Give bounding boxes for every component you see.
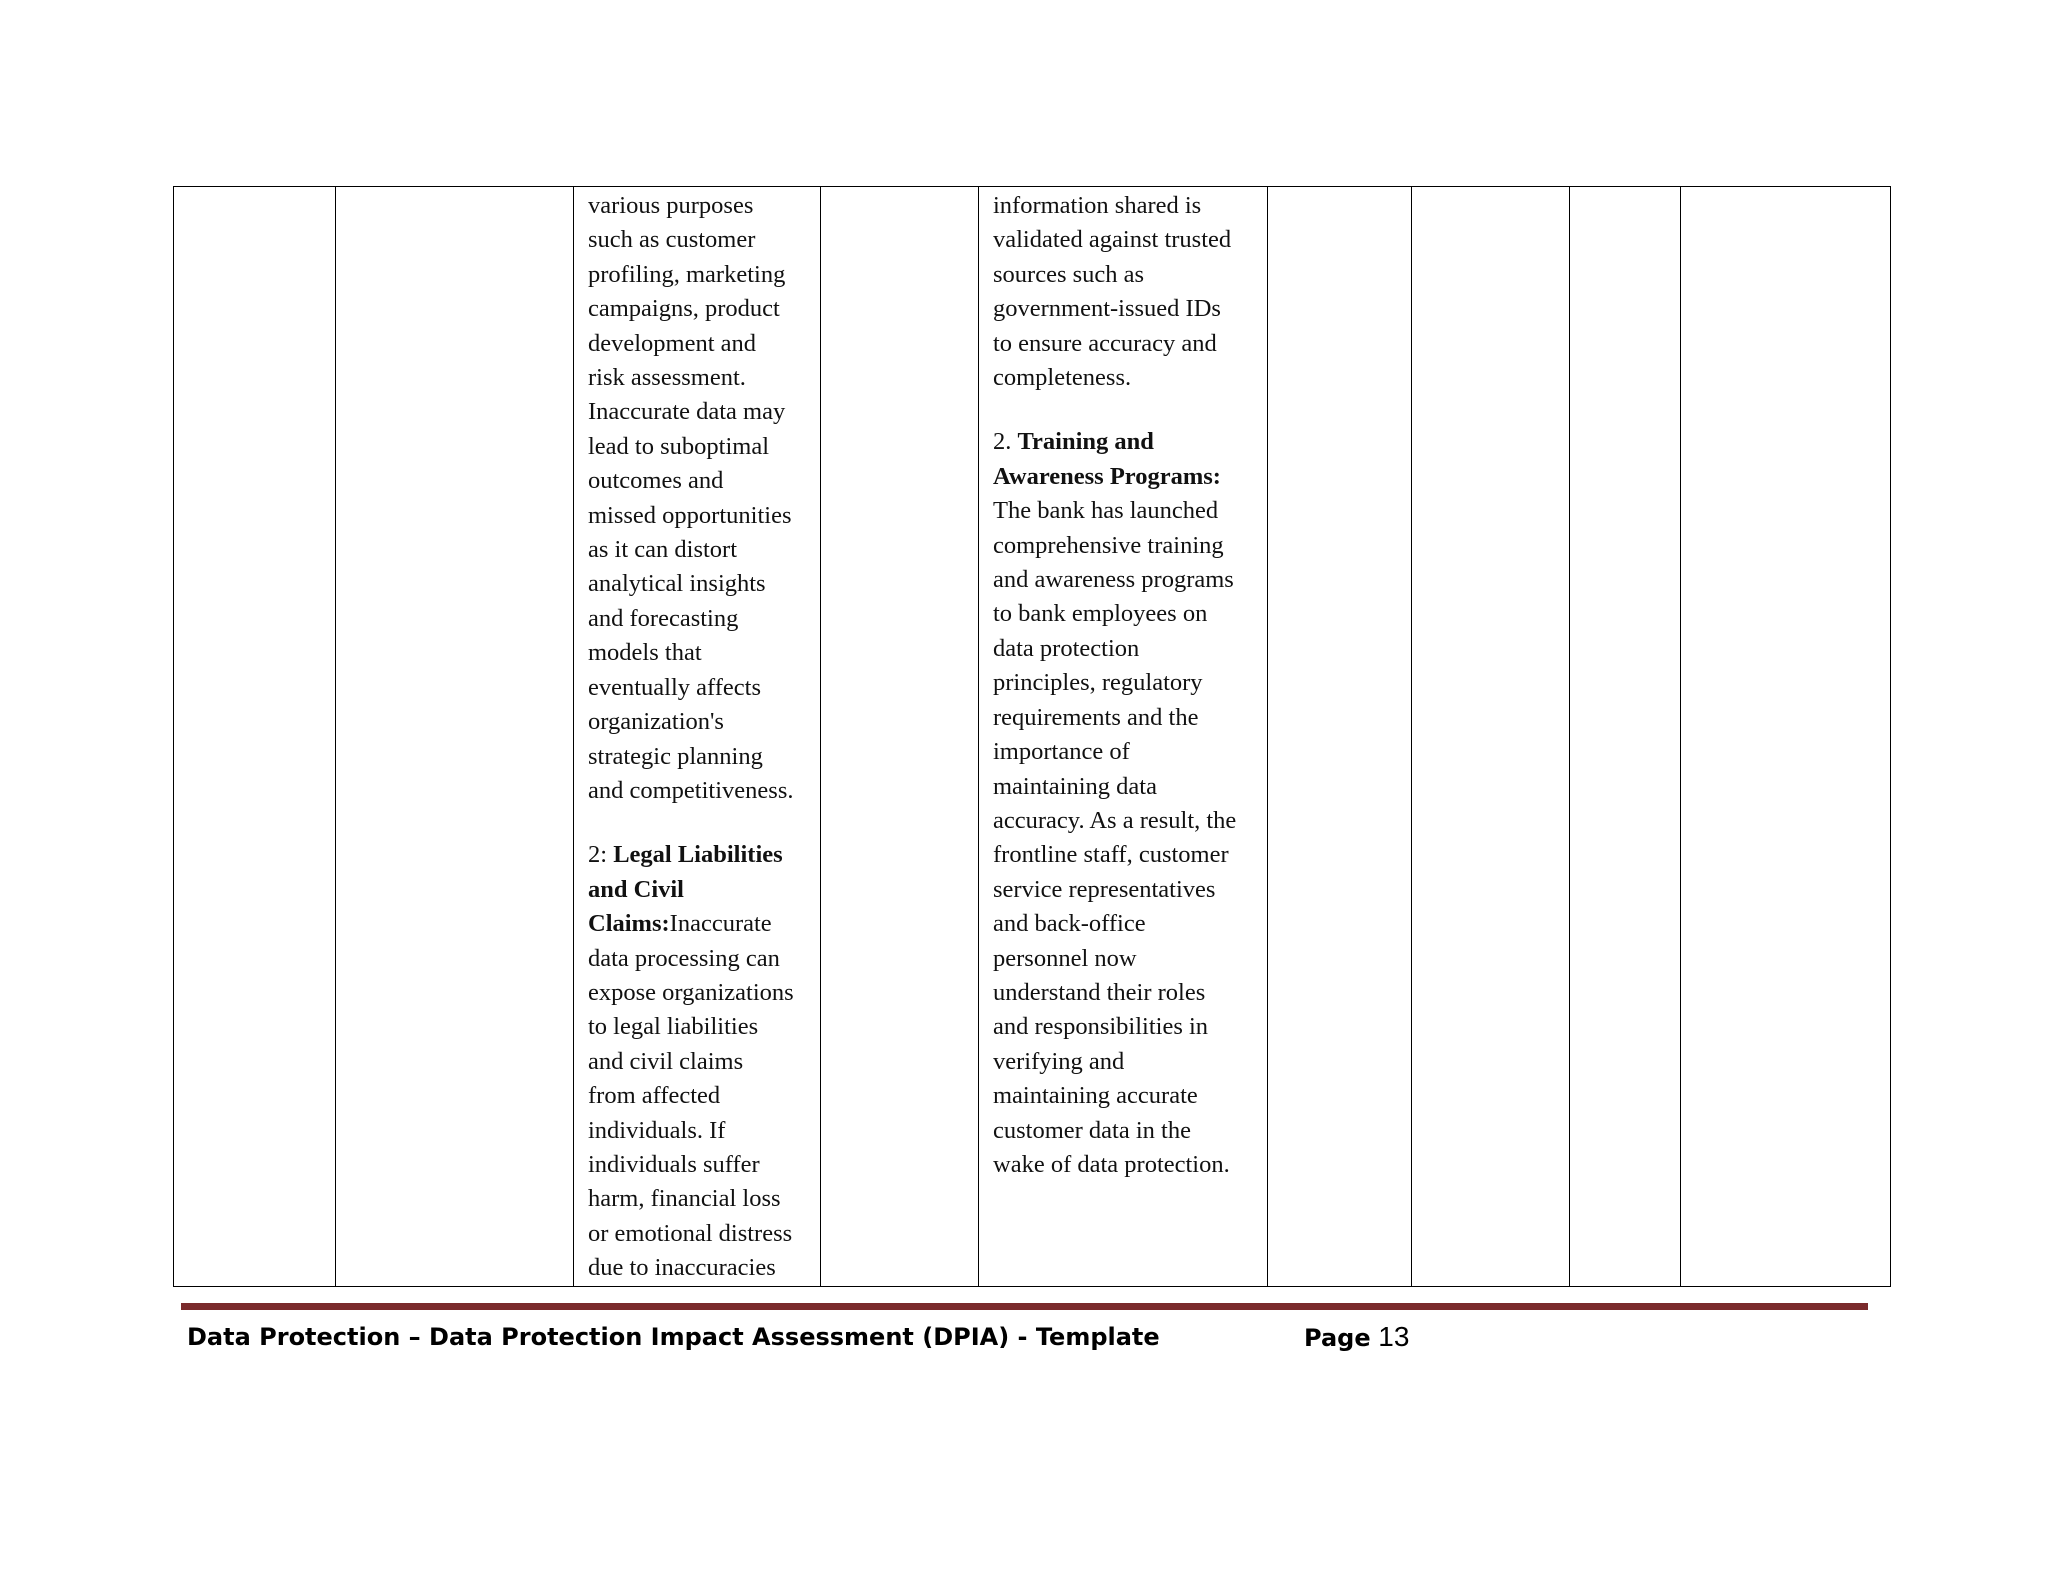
text-line: wake of data protection.	[993, 1150, 1230, 1178]
table-cell-6	[1268, 187, 1412, 1287]
text-line: and responsibilities in	[993, 1013, 1209, 1041]
text-line: customer data in the	[993, 1116, 1191, 1144]
text-line: comprehensive training	[993, 531, 1224, 559]
text-line: risk assessment.	[588, 364, 746, 392]
text-line: validated against trusted	[993, 226, 1232, 254]
text-line: frontline staff, customer	[993, 841, 1229, 869]
text-line: personnel now	[993, 944, 1137, 972]
text-line: and competitiveness.	[588, 776, 794, 804]
bold-heading: Legal Liabilities	[613, 841, 783, 869]
text-line: to legal liabilities	[588, 1013, 759, 1041]
bold-heading: Training and	[1017, 428, 1154, 456]
assessment-table	[173, 186, 1891, 1287]
table-cell-4	[821, 187, 979, 1287]
text-line: missed opportunities	[588, 501, 792, 529]
text-line: and forecasting	[588, 604, 739, 632]
text-line: from affected	[588, 1082, 721, 1110]
text-line	[993, 460, 1257, 494]
mitigation-para-2	[993, 425, 1257, 1182]
text-line: various purposes	[588, 192, 754, 219]
paragraph-gap	[588, 808, 810, 838]
page-number: 13	[1378, 1321, 1410, 1352]
list-number: 2:	[588, 841, 614, 869]
table-cell-7	[1412, 187, 1570, 1287]
table-row	[174, 187, 1891, 1287]
text-run: Inaccurate	[669, 910, 772, 938]
text-line: individuals suffer	[588, 1150, 760, 1178]
text-line: organization's	[588, 708, 724, 736]
risk-para-1	[588, 189, 810, 808]
text-line: importance of	[993, 738, 1130, 766]
text-line: lead to suboptimal	[588, 432, 769, 460]
page-indicator	[1304, 1320, 1409, 1355]
text-line: or emotional distress	[588, 1219, 793, 1247]
text-line: principles, regulatory	[993, 669, 1203, 697]
text-line: profiling, marketing	[588, 260, 786, 288]
text-line: models that	[588, 639, 702, 667]
text-line: Inaccurate data may	[588, 398, 786, 426]
bold-heading: Awareness Programs:	[993, 462, 1221, 490]
text-line: harm, financial loss	[588, 1185, 781, 1213]
text-line: due to inaccuracies	[588, 1254, 776, 1282]
text-line: outcomes and	[588, 467, 724, 495]
text-line: development and	[588, 329, 757, 357]
text-line: analytical insights	[588, 570, 766, 598]
text-line: and back-office	[993, 910, 1146, 938]
footer-title: Data Protection – Data Protection Impact Assessment (DPIA) - Template	[187, 1323, 1160, 1351]
table-cell-mitigation	[979, 187, 1268, 1287]
text-line: and civil claims	[588, 1047, 744, 1075]
text-line	[993, 425, 1257, 459]
text-line	[588, 907, 810, 941]
table-cell-risk-description	[574, 187, 821, 1287]
paragraph-gap	[993, 395, 1257, 425]
text-line: and awareness programs	[993, 566, 1234, 594]
table-cell-2	[336, 187, 574, 1287]
text-line: sources such as	[993, 260, 1145, 288]
text-line	[588, 873, 810, 907]
bold-heading: and Civil	[588, 875, 684, 903]
text-line: maintaining data	[993, 772, 1157, 800]
text-line: verifying and	[993, 1047, 1125, 1075]
footer-rule	[181, 1303, 1868, 1310]
text-line: information shared is	[993, 192, 1202, 219]
table-cell-8	[1570, 187, 1681, 1287]
table-cell-1	[174, 187, 336, 1287]
text-line: to ensure accuracy and	[993, 329, 1217, 357]
text-line: service representatives	[993, 875, 1216, 903]
text-line: as it can distort	[588, 536, 738, 564]
text-line: individuals. If	[588, 1116, 726, 1144]
page-label: Page	[1304, 1324, 1371, 1352]
text-line: maintaining accurate	[993, 1082, 1198, 1110]
mitigation-para-1	[993, 189, 1257, 395]
text-line: campaigns, product	[588, 295, 780, 323]
text-line: expose organizations	[588, 978, 794, 1006]
text-line: understand their roles	[993, 978, 1206, 1006]
table-cell-9	[1681, 187, 1891, 1287]
text-line: accuracy. As a result, the	[993, 806, 1237, 834]
bold-heading: Claims:	[588, 910, 670, 938]
text-line: requirements and the	[993, 703, 1199, 731]
text-line: such as customer	[588, 226, 756, 254]
text-line: eventually affects	[588, 673, 762, 701]
text-line: data processing can	[588, 944, 780, 972]
text-line: government-issued IDs	[993, 295, 1221, 323]
text-line: strategic planning	[588, 742, 763, 770]
risk-para-2	[588, 838, 810, 1285]
text-line: The bank has launched	[993, 497, 1219, 525]
list-number: 2.	[993, 428, 1018, 456]
text-line: data protection	[993, 634, 1140, 662]
text-line	[588, 838, 810, 872]
text-line: completeness.	[993, 364, 1132, 392]
text-line: to bank employees on	[993, 600, 1208, 628]
